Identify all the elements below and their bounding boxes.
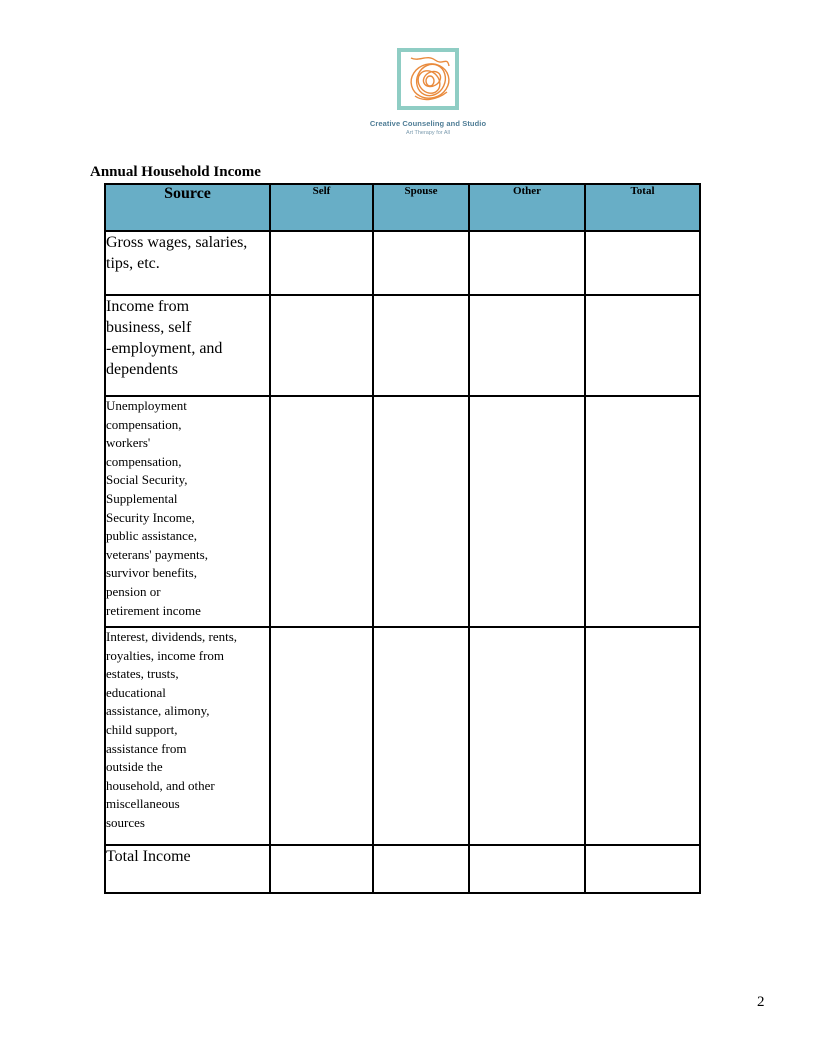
source-line: Supplemental (106, 490, 178, 506)
column-header-total: Total (585, 184, 700, 231)
source-line: Total Income (106, 848, 191, 865)
source-line: miscellaneous (106, 796, 180, 812)
column-header-self: Self (270, 184, 373, 231)
self-amount-cell[interactable] (270, 396, 373, 627)
source-line: compensation, (106, 416, 182, 432)
self-amount-cell[interactable] (270, 295, 373, 396)
spouse-amount-cell[interactable] (373, 845, 469, 893)
source-line: retirement income (106, 602, 201, 618)
source-line: dependents (106, 361, 178, 378)
logo-scribble-icon (397, 48, 459, 110)
total-amount-cell[interactable] (585, 396, 700, 627)
total-amount-cell[interactable] (585, 627, 700, 845)
source-cell (105, 627, 270, 845)
source-cell (105, 295, 270, 396)
source-line: sources (106, 814, 145, 830)
page-number: 2 (757, 994, 765, 1010)
source-line: -employment, and (106, 340, 223, 357)
table-row (105, 845, 700, 893)
self-amount-cell[interactable] (270, 627, 373, 845)
source-line: tips, etc. (106, 255, 160, 272)
column-header-spouse: Spouse (373, 184, 469, 231)
source-line: veterans' payments, (106, 546, 208, 562)
table-row (105, 231, 700, 295)
source-line: Social Security, (106, 472, 188, 488)
total-amount-cell[interactable] (585, 845, 700, 893)
source-line: educational (106, 684, 166, 700)
other-amount-cell[interactable] (469, 396, 585, 627)
logo-name: Creative Counseling and Studio (369, 119, 487, 128)
source-cell (105, 396, 270, 627)
source-line: assistance from (106, 740, 187, 756)
source-line: Income from (106, 298, 190, 315)
table-header-row (105, 184, 700, 231)
table-row (105, 295, 700, 396)
source-line: Gross wages, salaries, (106, 234, 248, 251)
total-amount-cell[interactable] (585, 231, 700, 295)
column-header-other: Other (469, 184, 585, 231)
other-amount-cell[interactable] (469, 845, 585, 893)
self-amount-cell[interactable] (270, 845, 373, 893)
source-line: child support, (106, 721, 178, 737)
source-line: household, and other (106, 777, 215, 793)
source-line: estates, trusts, (106, 666, 179, 682)
source-line: pension or (106, 583, 161, 599)
source-line: public assistance, (106, 528, 197, 544)
source-line: Interest, dividends, rents, (106, 629, 238, 644)
source-line: assistance, alimony, (106, 703, 210, 719)
spouse-amount-cell[interactable] (373, 396, 469, 627)
income-table (104, 183, 701, 894)
source-line: outside the (106, 759, 163, 775)
self-amount-cell[interactable] (270, 231, 373, 295)
column-header-source: Source (105, 184, 270, 231)
spouse-amount-cell[interactable] (373, 295, 469, 396)
total-amount-cell[interactable] (585, 295, 700, 396)
other-amount-cell[interactable] (469, 627, 585, 845)
logo-tagline: Art Therapy for All (406, 130, 450, 136)
source-cell (105, 845, 270, 893)
source-line: royalties, income from (106, 647, 225, 663)
source-line: compensation, (106, 453, 182, 469)
source-line: survivor benefits, (106, 565, 197, 581)
spouse-amount-cell[interactable] (373, 231, 469, 295)
source-line: workers' (106, 435, 151, 451)
table-row (105, 627, 700, 845)
source-cell (105, 231, 270, 295)
source-line: Unemployment (106, 398, 187, 413)
other-amount-cell[interactable] (469, 231, 585, 295)
spouse-amount-cell[interactable] (373, 627, 469, 845)
source-line: Security Income, (106, 509, 195, 525)
other-amount-cell[interactable] (469, 295, 585, 396)
source-line: business, self (106, 319, 192, 336)
table-row (105, 396, 700, 627)
section-title: Annual Household Income (90, 164, 261, 180)
